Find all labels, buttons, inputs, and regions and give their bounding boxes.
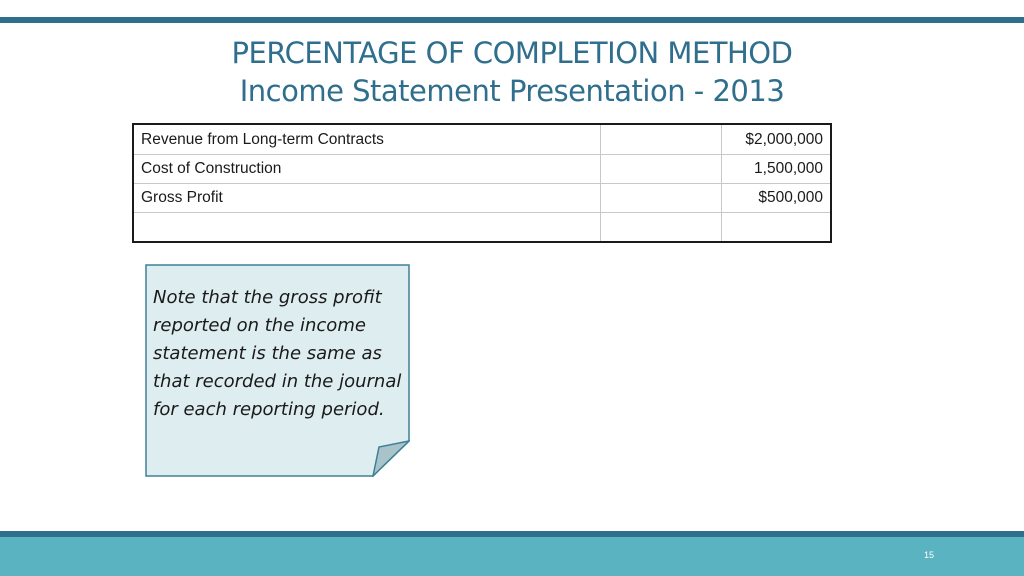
top-accent-bar <box>0 17 1024 23</box>
title-line-1: PERCENTAGE OF COMPLETION METHOD <box>231 36 793 70</box>
table-row <box>133 124 831 155</box>
row-amount: $500,000 <box>722 184 832 213</box>
row-mid-cell <box>601 184 722 213</box>
table-row <box>133 155 831 184</box>
row-mid-cell <box>601 155 722 184</box>
slide-title <box>0 34 1024 110</box>
row-amount: $2,000,000 <box>722 124 832 155</box>
title-line-2: Income Statement Presentation - 2013 <box>239 74 785 108</box>
row-label: Cost of Construction <box>133 155 601 184</box>
note-callout <box>145 264 410 477</box>
row-label: Revenue from Long-term Contracts <box>133 124 601 155</box>
row-label <box>133 213 601 243</box>
row-mid-cell <box>601 124 722 155</box>
row-amount: 1,500,000 <box>722 155 832 184</box>
row-label: Gross Profit <box>133 184 601 213</box>
row-amount <box>722 213 832 243</box>
table-row <box>133 213 831 243</box>
table-row <box>133 184 831 213</box>
note-text: Note that the gross profit reported on the income statement is the same as that recorded in the journal for each reporting period. <box>153 287 402 420</box>
footer-band <box>0 537 1024 576</box>
page-number: 15 <box>923 550 934 560</box>
income-statement-table <box>132 123 832 243</box>
row-mid-cell <box>601 213 722 243</box>
